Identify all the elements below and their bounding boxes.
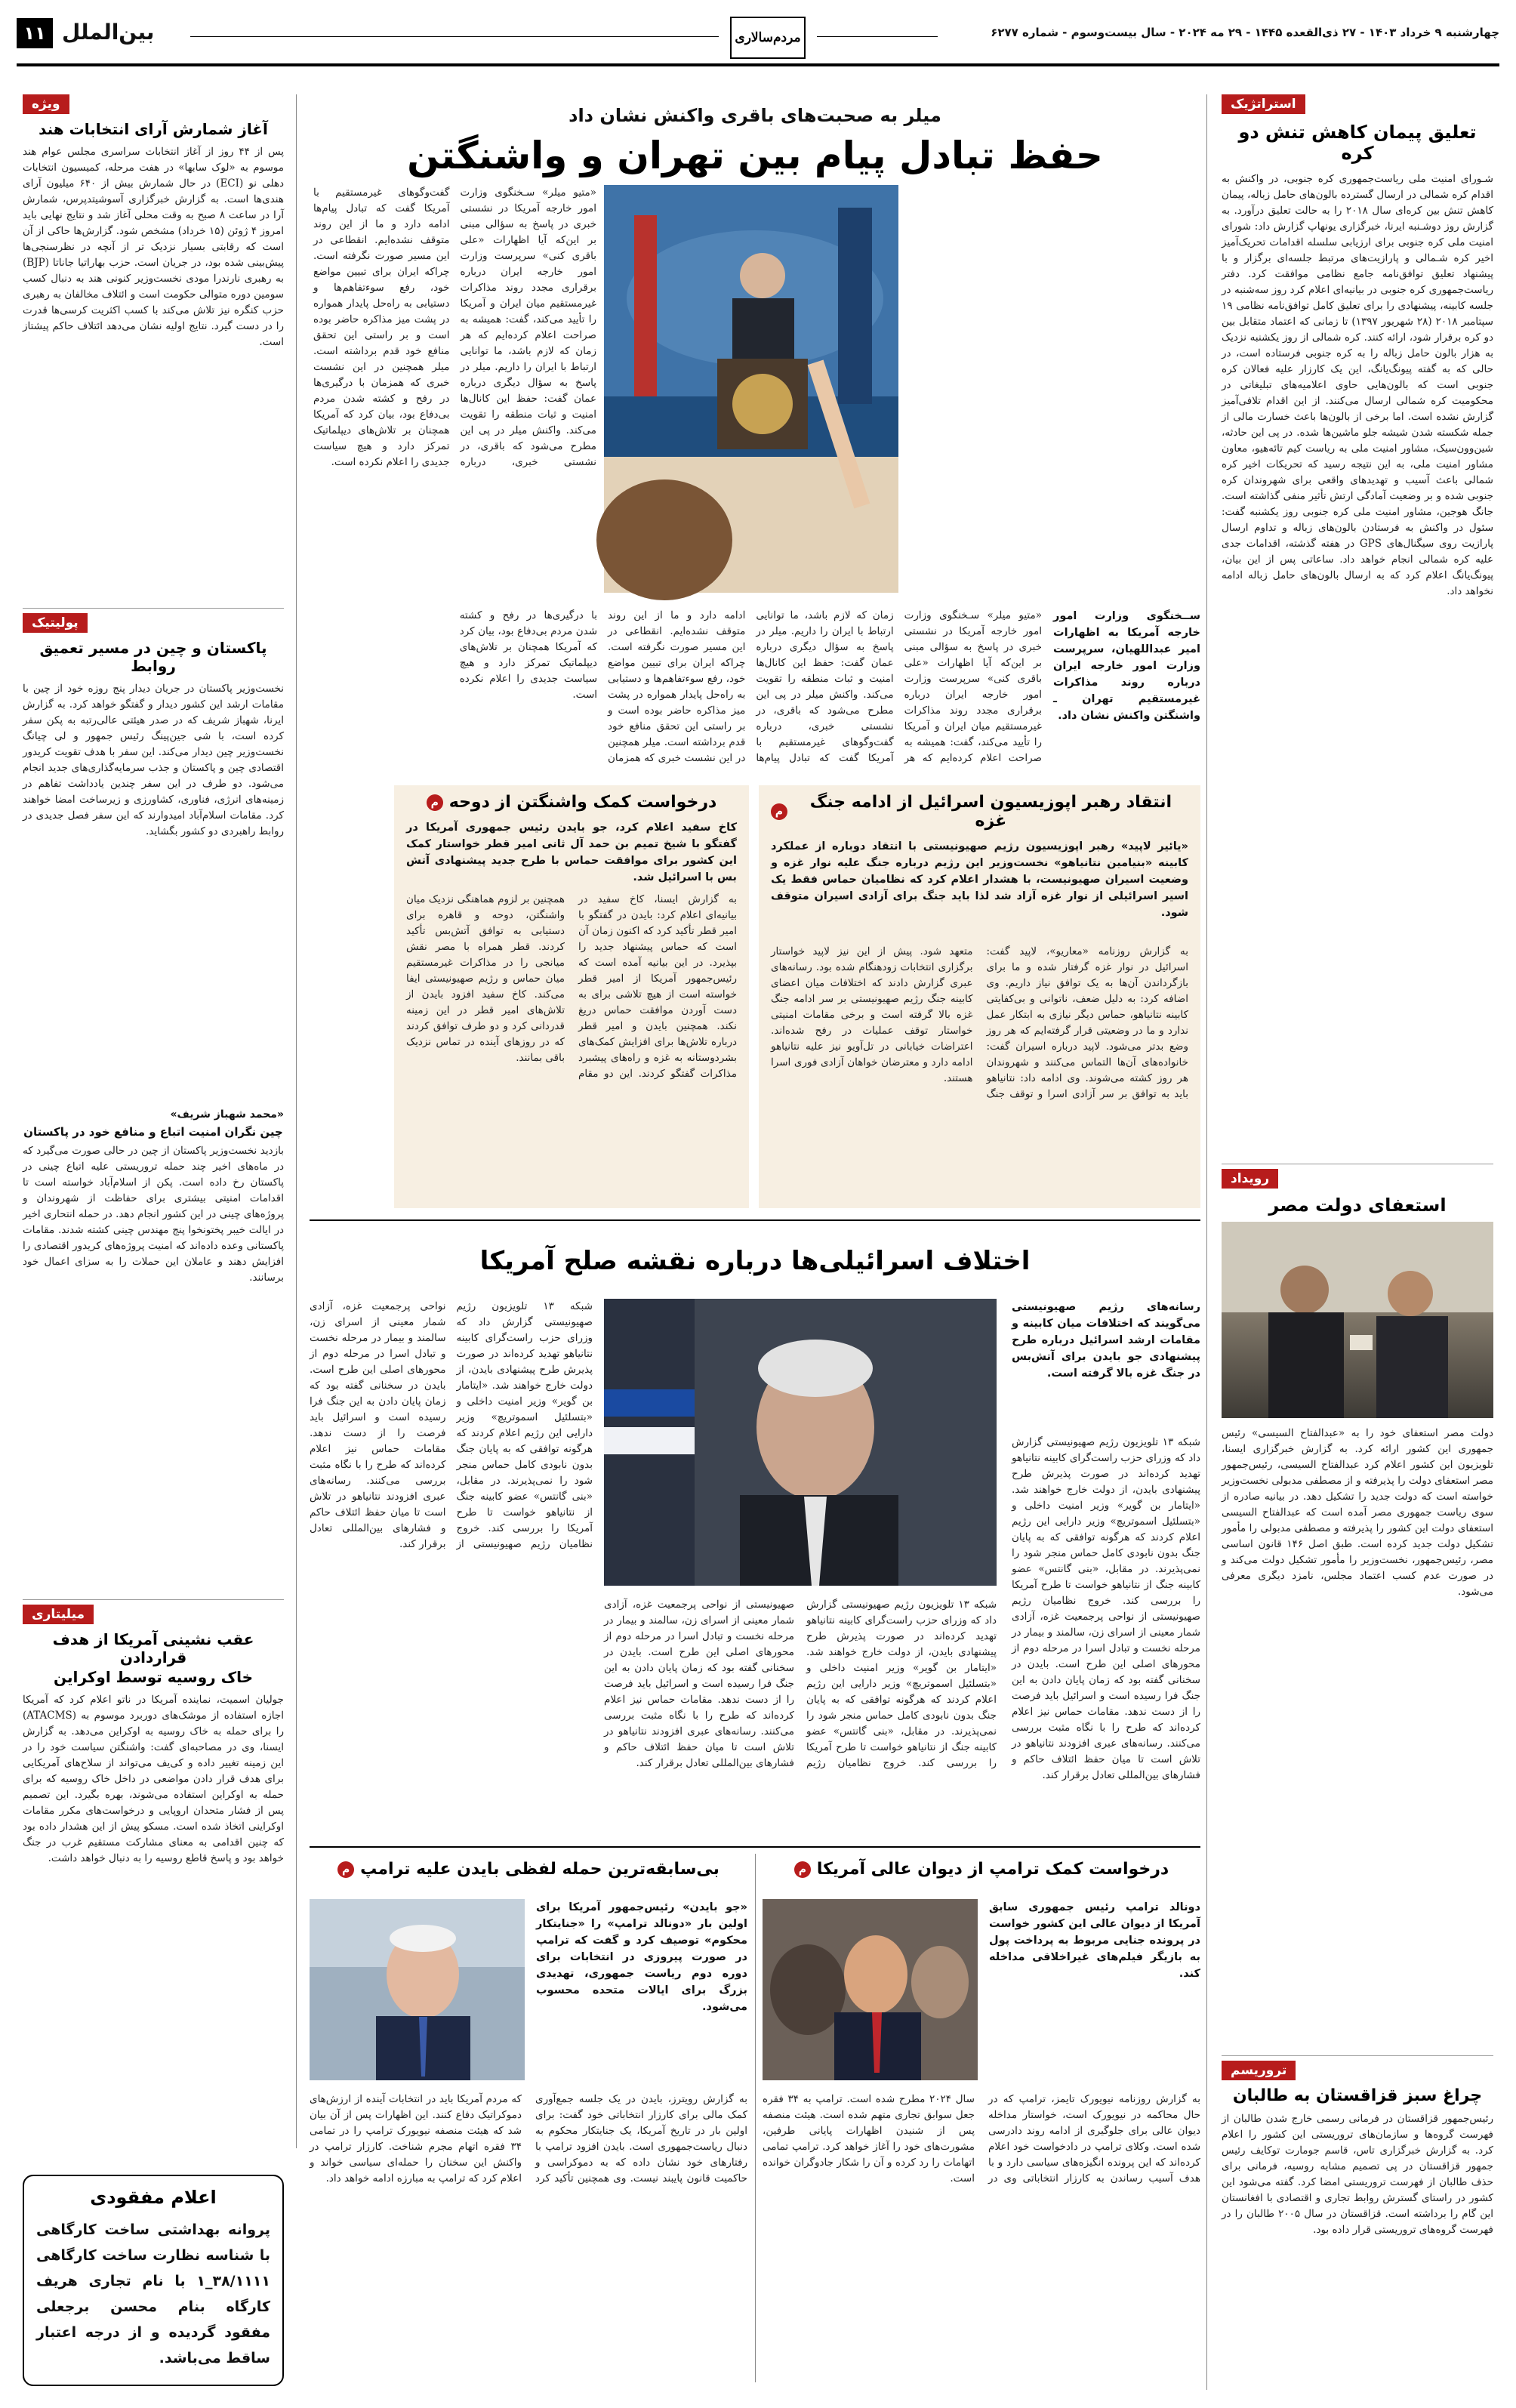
kicker-terrorism: تروریسم bbox=[1222, 2061, 1296, 2080]
notice-body: پروانه بهداشتی ساخت کارگاهی با شناسه نظارت ساخت کارگاهی ۳۸/۱۱۱۱_۱ با نام تجاری هریف کارگاه بنام محسن برجعلی مفقود گردیده و از درجه اعتبار ساقط می‌باشد. bbox=[36, 2221, 270, 2366]
qatar-box bbox=[394, 785, 749, 1208]
biden-photo bbox=[310, 1899, 525, 2080]
pakistan-subhead-1: «محمد شهباز شریف» bbox=[170, 1108, 284, 1121]
kicker-politics: پولیتیک bbox=[23, 613, 88, 633]
left-column-strip bbox=[310, 785, 385, 1208]
feature-lead: رسانه‌های رژیم صهیونیستی می‌گویند که اختلافات میان کابینه و مقامات ارشد اسرائیل درباره طرح پیشنهادی جو بایدن برای آتش‌بس در جنگ غزه بالا گرفته است. bbox=[1012, 1301, 1200, 1380]
bottom-divider bbox=[755, 1854, 756, 2382]
right-kicker-3 bbox=[1222, 2061, 1493, 2080]
issue-date: چهارشنبه ۹ خرداد ۱۴۰۳ - ۲۷ ذی‌القعده ۱۴۴۵ - ۲۹ مه ۲۰۲۴ - سال بیست‌وسوم - شماره ۶۲۷۷ bbox=[991, 26, 1499, 39]
ukraine-article-title-1: عقب نشینی آمریکا از هدف قراردادن bbox=[52, 1630, 254, 1666]
egypt-article-title: استعفای دولت مصر bbox=[1268, 1195, 1447, 1216]
netanyahu-image bbox=[604, 1299, 997, 1586]
korea-article-title: تعلیق پیمان کاهش تنش دو کره bbox=[1238, 122, 1477, 164]
newspaper-logo bbox=[730, 17, 806, 59]
biden-body: به گزارش رویترز، بایدن در یک جلسه جمع‌آوری کمک مالی برای کارزار انتخاباتی خود گفت: برای اولین بار در تاریخ آمریکا، یک جنایتکار محکوم به دنبال ریاست‌جمهوری است. بایدن افزود ترامپ با رفتارهای خود نشان داده که به دموکراسی و حاکمیت قانون پایبند نیست. وی همچنین تأکید کرد که مردم آمریکا باید در انتخابات آینده از ارزش‌های دموکراتیک دفاع کنند. این اظهارات پس از آن بیان شد که هیئت منصفه نیویورک ترامپ را در تمامی ۳۴ فقره اتهام مجرم شناخت. کارزار ترامپ در واکنش این سخنان را حمله‌ای سیاسی خواند و اعلام کرد که ترامپ به مبارزه ادامه خواهد داد. bbox=[310, 2093, 747, 2184]
main-body-col1: «متیو میلر» سـخنگوی وزارت امور خارجه آمریکا در نشستی خبری در پاسخ به سؤالی مبنی بر این‌که آیا اظهارات «علی باقری کنی» سرپرست وزارت امور خارجه ایران درباره برقراری مجدد روند مذاکرات غیرمستقیم میان ایران و آمریکا را تأیید می‌کند، گفت: همیشه به صراحت اعلام کرده‌ایم که هر زمان که لازم باشد، ما توانایی ارتباط با ایران را داریم. میلر در پاسخ به سؤال دیگری درباره عمان گفت: حفظ این کانال‌ها امنیت و ثبات منطقه را تقویت می‌کند. واکنش میلر در پی این مطرح می‌شود که باقری، در نشستی خبری، درباره گفت‌وگوهای غیرمستقیم با آمریکا گفت که تبادل پیام‌ها ادامه دارد و ما از این روند متوقف نشده‌ایم. انقطاعی در این مسیر صورت نگرفته است. چراکه ایران برای تبیین مواضع خود، رفع سوءتفاهم‌ها و دستیابی به راه‌حل پایدار همواره در پشت میز مذاکره حاضر بوده است و بر راستی این تحقق منافع خود قدم برداشته است. میلر همچنین در این نشست خبری که همزمان با درگیری‌ها در رفح و کشته شدن مردم بی‌دفاع بود، بیان کرد که آمریکا همچنان بر تلاش‌های دیپلماتیک تمرکز دارد و هیچ سیاست جدیدی را اعلام نکرده است. bbox=[313, 187, 596, 468]
feature-headline: اختلاف اسرائیلی‌ها درباره نقشه صلح آمریکا bbox=[479, 1246, 1031, 1276]
paper-logo-icon: م bbox=[427, 794, 443, 811]
page-header bbox=[17, 14, 1499, 66]
header-rule-left bbox=[190, 36, 719, 37]
miller-press-photo bbox=[604, 185, 898, 593]
qatar-title-row bbox=[406, 793, 737, 812]
lost-notice-box bbox=[23, 2175, 284, 2386]
kicker-strategic: استراتژیک bbox=[1222, 94, 1305, 114]
paper-logo-icon: م bbox=[794, 1861, 811, 1878]
biden-title: بی‌سابقه‌ترین حمله لفظی بایدن علیه ترامپ bbox=[360, 1860, 719, 1879]
india-article-title: آغاز شمارش آرای انتخابات هند bbox=[39, 120, 268, 138]
lapid-box bbox=[759, 785, 1200, 1208]
trump-lead: دونالد ترامپ رئیس جمهوری سابق آمریکا از دیوان عالی این کشور خواست در پرونده جنایی مربوط به پرداخت پول به بازیگر فیلم‌های غیراخلاقی مداخله کند. bbox=[989, 1901, 1200, 1980]
lapid-body: به گزارش روزنامه «معاریو»، لاپید گفت: اسرائیل در نوار غزه گرفتار شده و ما برای بازگرداندن آن‌ها به یک توافق نیاز داریم. وی اضافه کرد: به دلیل ضعف، ناتوانی و بی‌کفایتی کابینه نتانیاهو، حماس دیگر نیازی به ابتکار عمل ندارد و ما در وضعیتی قرار گرفته‌ایم که هر روز وضع بدتر می‌شود. لاپید درباره اسیران گفت: خانواده‌های آن‌ها التماس می‌کنند و شهروندان هر روز کشته می‌شوند. وی ادامه داد: نتانیاهو باید به توافق بر سر آزادی اسرا و توقف جنگ متعهد شود. پیش از این نیز لاپید خواستار برگزاری انتخابات زودهنگام شده بود. رسانه‌های عبری گزارش دادند که اختلافات میان اعضای کابینه جنگ رژیم صهیونیستی بر سر ادامه جنگ غزه بالا گرفته است و برخی مقامات امنیتی خواستار توقف عملیات در رفح شده‌اند. اعتراضات خیابانی در تل‌آویو نیز علیه نتانیاهو ادامه دارد و معترضان خواهان آزادی فوری اسرا هستند. bbox=[771, 945, 1188, 1100]
egypt-article-body: دولت مصر استعفای خود را به «عبدالفتاح السیسی» رئیس جمهوری این کشور ارائه کرد. به گزارش خبرگزاری ایسنا، تلویزیون این کشور اعلام کرد عبدالفتاح السیسی، رئیس‌جمهور مصر استعفای دولت را پذیرفته و از مصطفی مدبولی نخست‌وزیر خواسته است که دولت جدید را تشکیل دهد. در بیانیه صادره از سوی ریاست جمهوری مصر آمده است که عبدالفتاح السیسی استعفای دولت این کشور را پذیرفته و مصطفی مدبولی را مأمور تشکیل دولت جدید کرده است. طبق اصل ۱۴۶ قانون اساسی مصر، رئیس‌جمهور، نخست‌وزیر را مأمور تشکیل دولت می‌کند و در صورت عدم کسب اعتماد مجلس، نامزد دیگری معرفی می‌شود. bbox=[1222, 1427, 1493, 1598]
trump-title-row bbox=[763, 1860, 1200, 1879]
right-column bbox=[1222, 94, 1493, 2390]
qatar-lead: کاخ سفید اعلام کرد، جو بایدن رئیس جمهوری آمریکا در گفتگو با شیخ تمیم بن حمد آل ثانی امیر قطر خواستار کمک این کشور برای موافقت حماس با طرح جدید پیشنهادی آتش بس با اسرائیل شد. bbox=[406, 822, 737, 883]
feature-body-left: شبکه ۱۳ تلویزیون رژیم صهیونیستی گزارش داد که وزرای حزب راست‌گرای کابینه نتانیاهو تهدید کرده‌اند در صورت پذیرش طرح پیشنهادی بایدن، از دولت خارج خواهند شد. «ایتامار بن گویر» وزیر امنیت داخلی و «بتسلئیل اسموتریچ» وزیر دارایی این رژیم اعلام کردند که هرگونه توافقی که به پایان جنگ بدون نابودی کامل حماس منجر شود را نمی‌پذیرند. در مقابل، «بنی گانتس» عضو کابینه جنگ از نتانیاهو خواست تا طرح آمریکا را بررسی کند. خروج نظامیان رژیم صهیونیستی از نواحی پرجمعیت غزه، آزادی شمار معینی از اسرای زن، سالمند و بیمار در مرحله نخست و تبادل اسرا در مرحله دوم از محورهای اصلی این طرح است. بایدن در سخنانی گفته بود که زمان پایان دادن به این جنگ فرا رسیده است و اسرائیل باید فرصت را از دست ندهد. مقامات حماس نیز اعلام کرده‌اند که طرح را با نگاه مثبت بررسی می‌کنند. رسانه‌های عبری افزودند نتانیاهو در تلاش است تا میان حفظ ائتلاف حاکم و فشارهای بین‌المللی تعادل برقرار کند. bbox=[310, 1300, 593, 1550]
divider bbox=[23, 608, 284, 609]
kazakhstan-article-body: رئیس‌جمهور قزاقستان در فرمانی رسمی خارج شدن طالبان از فهرست گروه‌ها و سازمان‌های تروریستی این کشور را اعلام کرد. به گزارش خبرگزاری تاس، قاسم جومارت توکایف رئیس جمهور قزاقستان در پی تصمیم مشابه روسیه، فرمانی برای حذف طالبان از فهرست تروریستی امضا کرد. گفته می‌شود این کشور در راستای گسترش روابط تجاری و اقتصادی با افغانستان این گام را برداشته است. قزاقستان در سال ۲۰۰۵ طالبان را در فهرست گروه‌های تروریستی قرار داده بود. bbox=[1222, 2113, 1494, 2236]
main-headline: حفظ تبادل پیام بین تهران و واشنگتن bbox=[407, 134, 1103, 177]
feature-body-right: شبکه ۱۳ تلویزیون رژیم صهیونیستی گزارش داد که وزرای حزب راست‌گرای کابینه نتانیاهو تهدید کرده‌اند در صورت پذیرش طرح پیشنهادی بایدن، از دولت خارج خواهند شد. «ایتامار بن گویر» وزیر امنیت داخلی و «بتسلئیل اسموتریچ» وزیر دارایی این رژیم اعلام کردند که هرگونه توافقی که به پایان جنگ بدون نابودی کامل حماس منجر شود را نمی‌پذیرند. در مقابل، «بنی گانتس» عضو کابینه جنگ از نتانیاهو خواست تا طرح آمریکا را بررسی کند. خروج نظامیان رژیم صهیونیستی از نواحی پرجمعیت غزه، آزادی شمار معینی از اسرای زن، سالمند و بیمار در مرحله نخست و تبادل اسرا در مرحله دوم از محورهای اصلی این طرح است. بایدن در سخنانی گفته بود که زمان پایان دادن به این جنگ فرا رسیده است و اسرائیل باید فرصت را از دست ندهد. مقامات حماس نیز اعلام کرده‌اند که طرح را با نگاه مثبت بررسی می‌کنند. رسانه‌های عبری افزودند نتانیاهو در تلاش است تا میان حفظ ائتلاف حاکم و فشارهای بین‌المللی تعادل برقرار کند. bbox=[1012, 1436, 1200, 1781]
trump-body: به گزارش روزنامه نیویورک تایمز، ترامپ که در حال محاکمه در نیویورک است، خواستار مداخله دیوان عالی برای جلوگیری از ادامه روند دادرسی شده است. وکلای ترامپ در دادخواست خود اعلام کرده‌اند که این پرونده انگیزه‌های سیاسی دارد و با هدف آسیب رساندن به کارزار انتخاباتی وی در سال ۲۰۲۴ مطرح شده است. ترامپ به ۳۴ فقره جعل سوابق تجاری متهم شده است. هیئت منصفه پس از شنیدن اظهارات پایانی طرفین، مشورت‌های خود را آغاز خواهد کرد. ترامپ تمامی اتهامات را رد کرده و آن را شکار جادوگران خوانده است. bbox=[763, 2093, 1200, 2184]
trump-title: درخواست کمک ترامپ از دیوان عالی آمریکا bbox=[816, 1860, 1169, 1879]
pakistan-article-body: نخست‌وزیر پاکستان در جریان دیدار پنج روزه خود از چین با مقامات ارشد این کشور دیدار و گفتگو خواهد کرد. به گزارش ایرنا، شهباز شریف که در صدر هیئتی عالی‌رتبه به پکن سفر کرده است، با شی جین‌پینگ رئیس جمهور و لی چیانگ نخست‌وزیر چین دیدار می‌کند. این سفر با هدف تقویت کریدور اقتصادی چین و پاکستان و جذب سرمایه‌گذاری‌های جدید انجام می‌شود. دو طرف در این سفر چندین یادداشت تفاهم در زمینه‌های انرژی، فناوری، کشاورزی و زیرساخت امضا خواهند کرد. مقامات اسلام‌آباد امیدوارند که این سفر فصل جدیدی در روابط راهبردی دو کشور بگشاید. bbox=[23, 683, 284, 837]
qatar-title: درخواست کمک واشنگتن از دوحه bbox=[448, 793, 717, 812]
kicker-event: رویداد bbox=[1222, 1169, 1278, 1189]
section-name: بین‌الملل bbox=[62, 20, 155, 45]
biden-lead: «جو بایدن» رئیس‌جمهور آمریکا برای اولین بار «دونالد ترامپ» را «جنایتکار محکوم» توصیف کرد و گفت که ترامپ در صورت پیروزی در انتخابات برای دوره دوم ریاست جمهوری، تهدیدی بزرگ برای ایالات متحده محسوب می‌شود. bbox=[536, 1901, 747, 2013]
column-rule-left bbox=[296, 94, 297, 2148]
trump-story bbox=[763, 1854, 1200, 2390]
netanyahu-photo bbox=[604, 1299, 997, 1586]
lapid-title: انتقاد رهبر اپوزیسیون اسرائیل از ادامه جنگ غزه bbox=[809, 793, 1172, 831]
trump-photo bbox=[763, 1899, 978, 2080]
main-story bbox=[310, 94, 1200, 778]
right-kicker-1 bbox=[1222, 94, 1493, 114]
bottom-top-rule bbox=[310, 1846, 1200, 1848]
header-rule-right bbox=[817, 36, 938, 37]
biden-story bbox=[310, 1854, 747, 2390]
pakistan-subhead-2: چین نگران امنیت اتباع و منافع خود در پاکستان bbox=[23, 1125, 283, 1139]
kicker-special: ویژه bbox=[23, 94, 69, 114]
lapid-title-row bbox=[771, 793, 1188, 831]
divider bbox=[1222, 2055, 1493, 2056]
feature-top-rule bbox=[310, 1219, 1200, 1221]
divider bbox=[23, 1599, 284, 1600]
main-lead: ســخنگوی وزارت امور خارجه آمریکا به اظهارات امیر عبداللهیان، سرپرست وزارت امور خارجه ایران درباره روند مذاکرات غیرمستقیم تهران ـ واشنگتن واکنش نشان داد. bbox=[1053, 610, 1200, 722]
biden-image bbox=[310, 1899, 525, 2080]
ukraine-article-title-2: خاک روسیه توسط اوکراین bbox=[53, 1668, 254, 1686]
press-briefing-image bbox=[604, 185, 898, 593]
right-kicker-2 bbox=[1222, 1169, 1493, 1189]
korea-article-body: شـورای امنیت ملی ریاست‌جمهوری کره جنوبی، در واکنش به اقدام کره شمالی در ارسال گسترده بالون‌های حامل زباله، پیمان کاهش تنش بین کره‌ای سال ۲۰۱۸ را به حالت تعلیق درآورد. به گزارش روز دوشـنبه ایرنا، خبرگزاری یونهاپ گزارش داد: شورای امنیت ملی کره جنوبی برای ارزیابی سلسله اقدامات تحریک‌آمیز اخیر کره شـمالی و پارازیت‌های مرتبط جلسه‌ای برگزار و با پیشنهاد تعلیق توافق‌نامه جامع نظامی موافقت کرد. دفتر ریاست‌جمهوری کره جنوبی در بیانیه‌ای اعلام کرد روز سه‌شنبه در جلسه کابینه، پیشنهادی را برای تعلیق کامل توافق‌نامه نظامی ۱۹ سپتامبر ۲۰۱۸ (۲۸ شهریور ۱۳۹۷) تا زمانی که اعتماد متقابل بین دو کره برقرار شود، ارائه کنند. کره شمالی از روز یکشنبه نزدیک به هزار بالون حامل زباله را به کره جنوبی فرستاده است، در حالی که به گفته پیونگ‌یانگ، این یک کارزار علیه فعالان کره جنوبی است که بالون‌هایی حاوی اعلامیه‌های تبلیغاتی در محکومیت کره شمالی ارسال می‌کنند. از این اقدام تلافی‌آمیز گزارش نشده است. اما برخی از بالون‌ها باعث خسارت مالی از جمله شکسته شدن شیشه جلو ماشین‌ها شده. در پی این حادثه، شین‌وون‌سیک، مشاور امنیت ملی به ریاست کیم تائه‌هیو، معاون مشاور امنیت ملی، به این نتیجه رسید که تحریکات اخیر کره شمالی باعث آسیب و تهدیدهای واقعی برای شهروندان کره جنوبی شده و بر وضعیت آمادگی ارتش تأثیر منفی گذاشته است. جانگ هو‌جین، مشاور امنیت ملی کره جنوبی روز یکشنبه گفت: سئول در واکنش به فرستادن بالون‌های زباله و تداوم ارسال پارازیت روی سیگنال‌های GPS در هفته گذشته، اقدامات جدی علیه کره شمالی انجام خواهد داد. ساعاتی پس از این بیان، پیونگ‌یانگ اعلام کرد که به ارسال بالون‌های حامل زباله ادامه نخواهد داد. bbox=[1222, 173, 1494, 597]
paper-logo-icon: م bbox=[337, 1861, 354, 1878]
logo-text: مردم‌سالاری bbox=[735, 30, 801, 45]
notice-title: اعلام مفقودی bbox=[90, 2187, 217, 2208]
ukraine-article-body: جولیان اسمیت، نماینده آمریکا در ناتو اعلام کرد که آمریکا اجازه استفاده از موشک‌های دوربرد موسوم به (ATACMS) را برای حمله به خاک روسیه به اوکراین می‌دهد. به گزارش ایسنا، وی در مصاحبه‌ای گفت: واشنگتن سیاست خود را در این زمینه تغییر داده و کی‌یف می‌تواند از سلاح‌های آمریکایی برای هدف قرار دادن مواضعی در داخل خاک روسیه که برای حمله به اوکراین استفاده می‌شوند، بهره بگیرد. این تصمیم پس از فشار متحدان اروپایی و درخواست‌های مکرر مقامات اوکراینی اتخاذ شده است. مسکو پیش از این هشدار داده بود که چنین اقدامی به معنای مشارکت مستقیم غرب در جنگ خواهد بود و پاسخ قاطع روسیه را به دنبال خواهد داشت. bbox=[23, 1694, 284, 1864]
photo-figures bbox=[1222, 1222, 1493, 1418]
trump-image bbox=[763, 1899, 978, 2080]
left-column bbox=[23, 94, 284, 2390]
sisi-photo bbox=[1222, 1222, 1493, 1418]
main-subtitle: میلر به صحبت‌های باقری واکنش نشان داد bbox=[568, 105, 941, 126]
page-number: ۱۱ bbox=[17, 18, 53, 48]
column-rule-right bbox=[1206, 94, 1207, 2390]
feature-body-mid: شبکه ۱۳ تلویزیون رژیم صهیونیستی گزارش داد که وزرای حزب راست‌گرای کابینه نتانیاهو تهدید کرده‌اند در صورت پذیرش طرح پیشنهادی بایدن، از دولت خارج خواهند شد. «ایتامار بن گویر» وزیر امنیت داخلی و «بتسلئیل اسموتریچ» وزیر دارایی این رژیم اعلام کردند که هرگونه توافقی که به پایان جنگ بدون نابودی کامل حماس منجر شود را نمی‌پذیرند. در مقابل، «بنی گانتس» عضو کابینه جنگ از نتانیاهو خواست تا طرح آمریکا را بررسی کند. خروج نظامیان رژیم صهیونیستی از نواحی پرجمعیت غزه، آزادی شمار معینی از اسرای زن، سالمند و بیمار در مرحله نخست و تبادل اسرا در مرحله دوم از محورهای اصلی این طرح است. بایدن در سخنانی گفته بود که زمان پایان دادن به این جنگ فرا رسیده است و اسرائیل باید فرصت را از دست ندهد. مقامات حماس نیز اعلام کرده‌اند که طرح را با نگاه مثبت بررسی می‌کنند. رسانه‌های عبری افزودند نتانیاهو در تلاش است تا میان حفظ ائتلاف حاکم و فشارهای بین‌المللی تعادل برقرار کند. bbox=[604, 1599, 997, 1769]
kazakhstan-article-title: چراغ سبز قزاقستان به طالبان bbox=[1232, 2086, 1483, 2105]
india-article-body: پس از ۴۴ روز از آغاز انتخابات سراسری مجلس عوام هند موسوم به «لوک سابها» در هفت مرحله، کمیسیون انتخابات دهلی نو (ECI) در حال شمارش بیش از ۶۴۰ میلیون آرای هندی‌ها است. به گزارش خبرگزاری آسوشیتدپرس، شمارش آرا در ساعت ۸ صبح به وقت محلی آغاز شد و نتایج نهایی باید امروز ۴ ژوئن (۱۵ خرداد) مشخص شود. گزارش‌ها حاکی از آن است که رقابتی بسیار نزدیک تر از آنچه در نظرسنجی‌ها پیش‌بینی شده بود، در جریان است. حزب بهاراتیا جاناتا (BJP) به رهبری نارندرا مودی نخست‌وزیر کنونی هند به دنبال کسب سومین دوره متوالی حکومت است و ائتلاف مخالفان به رهبری حزب کنگره نیز تلاش می‌کند با کسب اکثریت کرسی‌ها قدرت را در دست گیرد. نتایج اولیه نشان می‌دهد ائتلاف حاکم پیشتاز است. bbox=[23, 146, 285, 348]
lapid-lead: «یائیر لاپید» رهبر اپوزیسیون رژیم صهیونیستی با انتقاد دوباره از عملکرد کابینه «بنیامین نتانیاهو» نخست‌وزیر این رژیم درباره جنگ علیه نوار غزه و وضعیت اسیران صهیونیست، با هشدار اعلام کرد که نظامیان حماس فقط یک اسیر اسرائیلی از نوار غزه آزاد شد لذا باید جنگ برای آزادی اسیران متوقف شود. bbox=[771, 840, 1188, 919]
pakistan-article-body-2: بازدید نخست‌وزیر پاکستان از چین در حالی صورت می‌گیرد که در ماه‌های اخیر چند حمله تروریستی علیه اتباع چینی در پاکستان رخ داده است. پکن از اسلام‌آباد خواسته است تا اقدامات امنیتی بیشتری برای حفاظت از شهروندان و پروژه‌های چینی در این کشور انجام دهد. در حمله انتحاری اخیر در ایالت خیبر پختونخوا پنج مهندس چینی کشته شدند. مقامات پاکستانی وعده داده‌اند که امنیت پروژه‌های کریدور اقتصادی را افزایش دهند و عاملان این حملات را به سزای اعمال خود برسانند. bbox=[23, 1145, 284, 1284]
left-kicker-1 bbox=[23, 94, 284, 114]
left-kicker-2 bbox=[23, 613, 284, 633]
qatar-body: به گزارش ایسنا، کاخ سفید در بیانیه‌ای اعلام کرد: بایدن در گفتگو با امیر قطر تأکید کرد که اکنون زمان آن است که حماس پیشنهاد جدید را بپذیرد. در این بیانیه آمده است که رئیس‌جمهور آمریکا از امیر قطر خواسته است از هیچ تلاشی برای به دست آوردن موافقت حماس دریغ نکند. همچنین بایدن و امیر قطر درباره تلاش‌ها برای افزایش کمک‌های بشردوستانه به غزه و راه‌های پیشبرد مذاکرات گفتگو کردند. این دو مقام همچنین بر لزوم هماهنگی نزدیک میان واشنگتن، دوحه و قاهره برای دستیابی به توافق آتش‌بس تأکید کردند. قطر همراه با مصر نقش میانجی را در مذاکرات غیرمستقیم میان حماس و رژیم صهیونیستی ایفا می‌کند. کاخ سفید افزود بایدن از تلاش‌های امیر قطر در این زمینه قدردانی کرد و دو طرف توافق کردند که در روزهای آینده در تماس نزدیک باقی بمانند. bbox=[406, 893, 737, 1080]
kicker-military: میلیتاری bbox=[23, 1605, 94, 1624]
paper-logo-icon: م bbox=[771, 803, 787, 820]
left-kicker-3 bbox=[23, 1605, 284, 1624]
biden-title-row bbox=[310, 1860, 747, 1879]
main-body-col2: «متیو میلر» سـخنگوی وزارت امور خارجه آمریکا در نشستی خبری در پاسخ به سؤالی مبنی بر این‌که آیا اظهارات «علی باقری کنی» سرپرست وزارت امور خارجه ایران درباره برقراری مجدد روند مذاکرات غیرمستقیم میان ایران و آمریکا را تأیید می‌کند، گفت: همیشه به صراحت اعلام کرده‌ایم که هر زمان که لازم باشد، ما توانایی ارتباط با ایران را داریم. میلر در پاسخ به سؤال دیگری درباره عمان گفت: حفظ این کانال‌ها امنیت و ثبات منطقه را تقویت می‌کند. واکنش میلر در پی این مطرح می‌شود که باقری، در نشستی خبری، درباره گفت‌وگوهای غیرمستقیم با آمریکا گفت که تبادل پیام‌ها ادامه دارد و ما از این روند متوقف نشده‌ایم. انقطاعی در این مسیر صورت نگرفته است. چراکه ایران برای تبیین مواضع خود، رفع سوءتفاهم‌ها و دستیابی به راه‌حل پایدار همواره در پشت میز مذاکره حاضر بوده است و بر راستی این تحقق منافع خود قدم برداشته است. میلر همچنین در این نشست خبری که همزمان با درگیری‌ها در رفح و کشته شدن مردم بی‌دفاع بود، بیان کرد که آمریکا همچنان بر تلاش‌های دیپلماتیک تمرکز دارد و هیچ سیاست جدیدی را اعلام نکرده است. bbox=[459, 609, 1042, 764]
pakistan-article-title: پاکستان و چین در مسیر تعمیق روابط bbox=[39, 639, 267, 675]
